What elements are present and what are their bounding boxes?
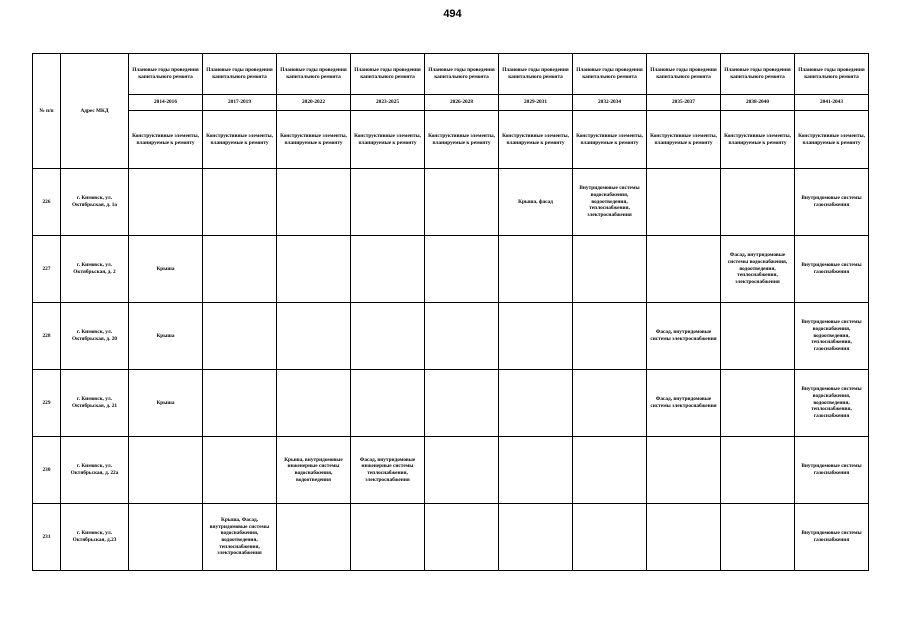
row-address: г. Кимовск, ул. Октябрьская, д. 22а <box>61 437 129 504</box>
table-row <box>33 303 869 370</box>
header-years: 2029-2031 <box>499 95 573 111</box>
row-cell <box>203 370 277 437</box>
row-cell <box>499 236 573 303</box>
row-cell <box>721 169 795 236</box>
row-cell <box>129 504 203 571</box>
row-address: г. Кимовск, ул. Октябрьская, д. 21 <box>61 370 129 437</box>
capital-repair-table <box>32 53 869 571</box>
row-cell <box>277 370 351 437</box>
table-row <box>33 169 869 236</box>
row-cell <box>129 169 203 236</box>
row-cell: Внутридомовые системы газоснабжения <box>795 236 869 303</box>
header-period: Плановые годы проведения капитального ремонта <box>351 54 425 95</box>
row-cell <box>425 236 499 303</box>
row-number: 226 <box>33 169 61 236</box>
row-cell: Крыша, Фасад, внутридомовые системы водоснабжения, водоотведения, теплоснабжения, электроснабжения <box>203 504 277 571</box>
row-cell <box>425 169 499 236</box>
header-elements: Конструктивные элементы, планируемые к ремонту <box>721 111 795 169</box>
row-cell <box>351 236 425 303</box>
row-address: г. Кимовск, ул. Октябрьская, д.23 <box>61 504 129 571</box>
header-elements: Конструктивные элементы, планируемые к ремонту <box>499 111 573 169</box>
row-number: 230 <box>33 437 61 504</box>
row-cell: Фасад, внутридомовые инженерные системы теплоснабжения, электроснабжения <box>351 437 425 504</box>
row-cell: Внутридомовые системы водоснабжения, водоотведения, теплоснабжения, электроснабжения <box>573 169 647 236</box>
row-cell: Внутридомовые системы газоснабжения <box>795 504 869 571</box>
row-cell: Крыша <box>129 236 203 303</box>
row-address: г. Кимовск, ул. Октябрьская, д. 2 <box>61 236 129 303</box>
row-number: 228 <box>33 303 61 370</box>
row-cell <box>425 504 499 571</box>
header-period: Плановые годы проведения капитального ремонта <box>721 54 795 95</box>
row-address: г. Кимовск, ул. Октябрьская, д. 1а <box>61 169 129 236</box>
row-cell: Фасад, внутридомовые системы водоснабжения, водоотведения, теплоснабжения, электроснабжения <box>721 236 795 303</box>
header-years: 2038-2040 <box>721 95 795 111</box>
row-cell <box>573 303 647 370</box>
header-elements: Конструктивные элементы, планируемые к ремонту <box>203 111 277 169</box>
header-period: Плановые годы проведения капитального ремонта <box>425 54 499 95</box>
row-cell: Внутридомовые системы водоснабжения, водоотведения, теплоснабжения, газоснабжения <box>795 370 869 437</box>
header-address: Адрес МКД <box>61 54 129 169</box>
header-years: 2014-2016 <box>129 95 203 111</box>
header-elements: Конструктивные элементы, планируемые к ремонту <box>573 111 647 169</box>
row-cell: Фасад, внутридомовые системы электроснабжения <box>647 303 721 370</box>
row-number: 231 <box>33 504 61 571</box>
row-cell <box>203 437 277 504</box>
row-cell: Внутридомовые системы газоснабжения <box>795 169 869 236</box>
row-cell <box>647 169 721 236</box>
row-cell: Крыша, внутридомовые инженерные системы водоснабжения, водоотведения <box>277 437 351 504</box>
row-cell <box>499 303 573 370</box>
header-years: 2041-2043 <box>795 95 869 111</box>
row-cell <box>721 303 795 370</box>
row-cell <box>129 437 203 504</box>
row-cell <box>351 370 425 437</box>
header-period: Плановые годы проведения капитального ремонта <box>499 54 573 95</box>
header-years: 2032-2034 <box>573 95 647 111</box>
header-elements: Конструктивные элементы, планируемые к ремонту <box>277 111 351 169</box>
header-period: Плановые годы проведения капитального ремонта <box>129 54 203 95</box>
row-cell <box>573 504 647 571</box>
row-cell <box>721 504 795 571</box>
row-cell <box>647 236 721 303</box>
row-cell <box>499 370 573 437</box>
page-number: 494 <box>443 8 462 20</box>
table-body <box>33 169 869 571</box>
header-elements: Конструктивные элементы, планируемые к ремонту <box>795 111 869 169</box>
header-elements: Конструктивные элементы, планируемые к ремонту <box>425 111 499 169</box>
header-years: 2023-2025 <box>351 95 425 111</box>
table-row <box>33 504 869 571</box>
row-cell <box>573 370 647 437</box>
header-elements: Конструктивные элементы, планируемые к ремонту <box>129 111 203 169</box>
row-cell: Фасад, внутридомовые системы электроснабжения <box>647 370 721 437</box>
row-cell <box>425 370 499 437</box>
row-cell <box>647 504 721 571</box>
row-cell: Крыша <box>129 370 203 437</box>
row-address: г. Кимовск, ул. Октябрьская, д. 20 <box>61 303 129 370</box>
row-cell: Внутридомовые системы водоснабжения, водоотведения, теплоснабжения, газоснабжения <box>795 303 869 370</box>
row-cell <box>351 169 425 236</box>
header-years: 2026-2028 <box>425 95 499 111</box>
table-row <box>33 437 869 504</box>
header-period: Плановые годы проведения капитального ремонта <box>647 54 721 95</box>
row-cell <box>203 303 277 370</box>
row-cell <box>277 303 351 370</box>
row-cell <box>425 303 499 370</box>
header-period: Плановые годы проведения капитального ремонта <box>203 54 277 95</box>
header-years: 2020-2022 <box>277 95 351 111</box>
row-cell <box>351 504 425 571</box>
table-row <box>33 370 869 437</box>
header-period: Плановые годы проведения капитального ремонта <box>573 54 647 95</box>
row-cell <box>573 437 647 504</box>
row-cell <box>499 437 573 504</box>
row-cell: Внутридомовые системы газоснабжения <box>795 437 869 504</box>
header-years: 2017-2019 <box>203 95 277 111</box>
row-cell: Крыша <box>129 303 203 370</box>
header-num: № п/п <box>33 54 61 169</box>
header-elements: Конструктивные элементы, планируемые к ремонту <box>647 111 721 169</box>
row-number: 229 <box>33 370 61 437</box>
row-cell <box>721 437 795 504</box>
table-header <box>33 54 869 169</box>
header-years: 2035-2037 <box>647 95 721 111</box>
row-cell <box>721 370 795 437</box>
row-cell <box>203 169 277 236</box>
header-period: Плановые годы проведения капитального ремонта <box>795 54 869 95</box>
row-number: 227 <box>33 236 61 303</box>
row-cell <box>277 236 351 303</box>
row-cell <box>425 437 499 504</box>
header-elements: Конструктивные элементы, планируемые к ремонту <box>351 111 425 169</box>
row-cell <box>203 236 277 303</box>
header-period: Плановые годы проведения капитального ремонта <box>277 54 351 95</box>
row-cell <box>277 169 351 236</box>
row-cell <box>499 504 573 571</box>
table-row <box>33 236 869 303</box>
row-cell <box>647 437 721 504</box>
row-cell <box>351 303 425 370</box>
row-cell <box>277 504 351 571</box>
row-cell: Крыша, фасад <box>499 169 573 236</box>
row-cell <box>573 236 647 303</box>
